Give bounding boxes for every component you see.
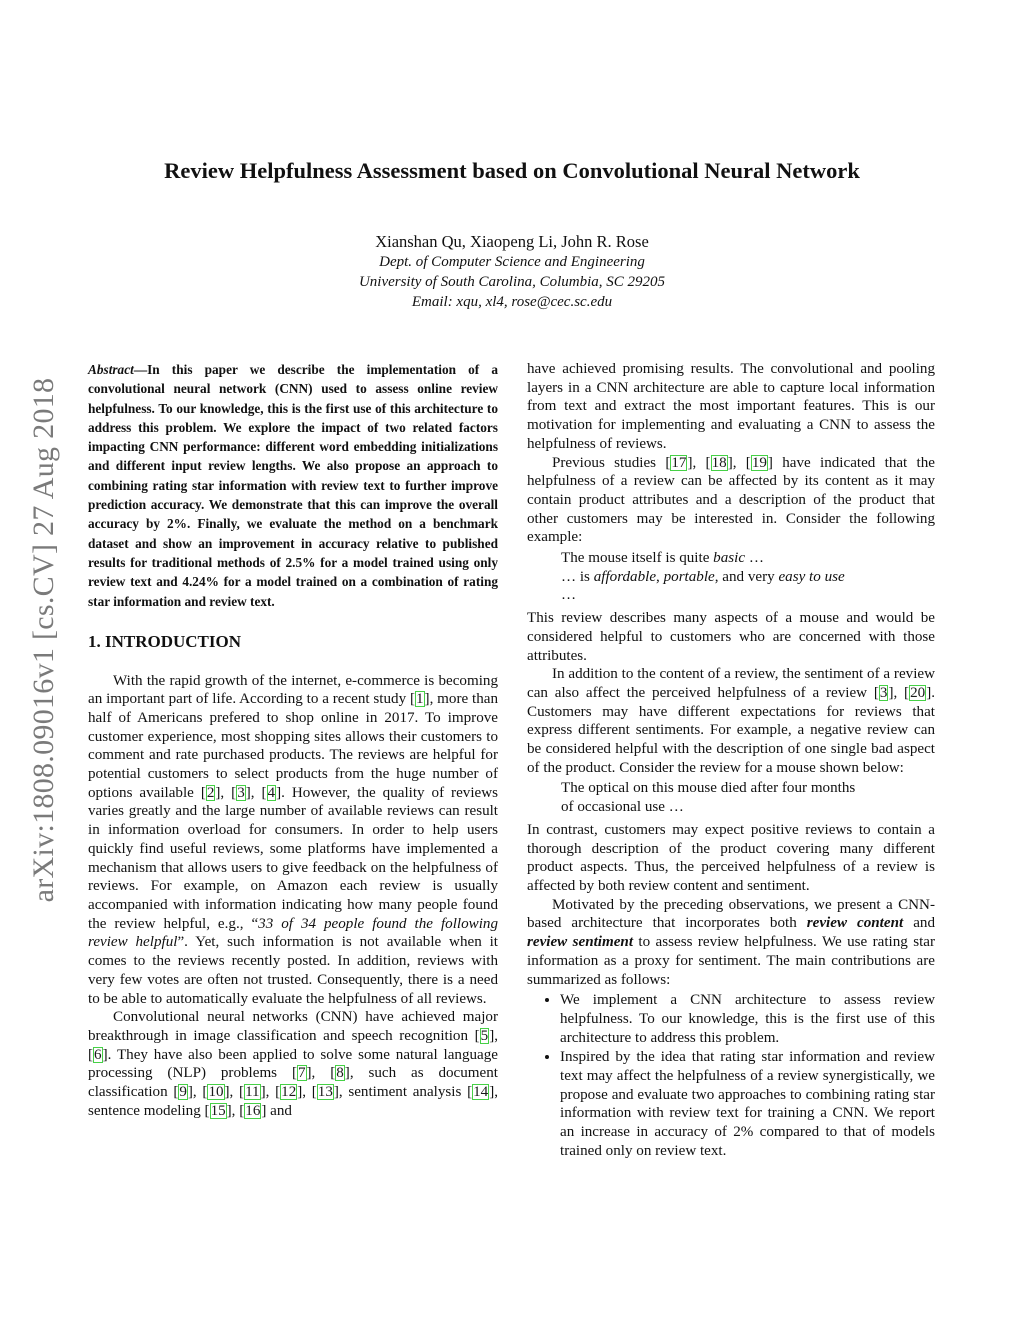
citation-link[interactable]: 13 [317, 1084, 333, 1101]
right-paragraph-0: have achieved promising results. The convolutional and pooling layers in a CNN architecture are able to capture local information from text and extract the most important features. This is our motivation for implementing and evaluating a CNN to assess the helpfulness of reviews. [527, 361, 935, 452]
paper-title: Review Helpfulness Assessment based on Convolutional Neural Network [164, 158, 860, 183]
intro-paragraph-2: Convolutional neural networks (CNN) have achieved major breakthrough in image classification and speech recognition [5], [6]. They have also been applied to solve some natural language processing (NLP) problems [7], [8], such as document classification [9], [10], [11], [12], [13], sentiment analysis [14], sentence modeling [15], [16] and [88, 1009, 498, 1119]
list-item: • Inspired by the idea that rating star information and review text may affect the helpfulness of a review synergistically, we propose and evaluate two approaches to combining rating star information with review text for training a CNN. We report an increase in accuracy of 2% compared to that of models trained only on review text. [560, 1048, 935, 1160]
citation-link[interactable]: 3 [237, 784, 245, 801]
citation-link[interactable]: 4 [267, 784, 276, 801]
citation-link[interactable]: 7 [297, 1065, 306, 1082]
section-heading-introduction: 1. INTRODUCTION [88, 631, 242, 651]
citation-link[interactable]: 15 [210, 1102, 226, 1119]
citation-link[interactable]: 14 [473, 1084, 489, 1101]
author-names: Xianshan Qu, Xiaopeng Li, John R. Rose [375, 232, 649, 251]
abstract-label: Abstract [88, 362, 134, 377]
citation-link[interactable]: 16 [245, 1102, 261, 1119]
right-paragraph-4: In contrast, customers may expect positive reviews to contain a thorough description of the product covering many different product aspects. Thus, the perceived helpfulness of a review is affected by both review content and sentiment. [527, 821, 935, 894]
example-quote-negative: The optical on this mouse died after four months of occasional use … [561, 780, 856, 816]
right-paragraph-1: Previous studies [17], [18], [19] have indicated that the helpfulness of a review can be affected by its content as it may contain product attributes and a description of the product that other customers may be interested in. Consider the following example: [527, 454, 935, 546]
citation-link[interactable]: 1 [416, 691, 424, 708]
citation-link[interactable]: 18 [711, 454, 727, 471]
author-block [0, 232, 1024, 312]
author-department: Dept. of Computer Science and Engineering [379, 254, 645, 270]
citation-link[interactable]: 11 [245, 1084, 260, 1101]
citation-link[interactable]: 2 [206, 784, 215, 801]
citation-link[interactable]: 5 [480, 1027, 489, 1044]
contributions-list [527, 991, 935, 1160]
citation-link[interactable]: 6 [94, 1046, 102, 1063]
intro-paragraph-1: With the rapid growth of the internet, e-commerce is becoming an important part of life. According to a recent study [1], more than half of Americans prefered to shop online in 2017. To improve customer experience, most shopping sites allows their customers to comment and rate purchased products. The reviews are helpful for potential customers to select products from the huge number of options available [2], [3], [4]. However, the quality of reviews varies greatly and the large number of available reviews can result in information overload for consumers. In order to help users quickly find useful reviews, some platforms have implemented a mechanism that allows users to give feedback on the helpfulness of reviews. For example, on Amazon each review is usually accompanied with information indicating how many people found the review helpful, e.g., “33 of 34 people found the following review helpful”. Yet, such information is not available when it comes to the reviews recently posted. In addition, reviews with very few votes are often not trusted. Consequently, there is a need to be able to automatically evaluate the helpfulness of all reviews. [88, 672, 498, 1007]
left-column [88, 360, 498, 1120]
citation-link[interactable]: 9 [179, 1084, 187, 1101]
abstract-text: —In this paper we describe the implementation of a convolutional neural network (CNN) used to assess online review helpfulness. To our knowledge, this is the first use of this architecture to address this problem. We explore the impact of two related factors impacting CNN performance: different word embedding initializations and different input review lengths. We also propose an approach to combining rating star information with review text to further improve prediction accuracy. We demonstrate that this can improve the overall accuracy by 2%. Finally, we evaluate the method on a benchmark dataset and show an improvement in accuracy relative to published results for traditional methods of 2.5% for a model trained using only review text and 4.24% for a model trained on a combination of rating star information and review text. [88, 362, 498, 609]
right-paragraph-5: Motivated by the preceding observations, we present a CNN-based architecture that incorporates both review content and review sentiment to assess review helpfulness. We use rating star information as a proxy for sentiment. The main contributions are summarized as follows: [527, 896, 935, 988]
arxiv-identifier: arXiv:1808.09016v1 [cs.CV] 27 Aug 2018 [27, 377, 60, 903]
citation-link[interactable]: 19 [751, 454, 767, 471]
citation-link[interactable]: 3 [879, 684, 888, 701]
list-item: • We implement a CNN architecture to assess review helpfulness. To our knowledge, this is the first use of this architecture to address this problem. [560, 991, 935, 1047]
citation-link[interactable]: 8 [336, 1065, 344, 1082]
example-quote-positive: The mouse itself is quite basic … … is affordable, portable, and very easy to use … [561, 550, 845, 604]
author-email: Email: xqu, xl4, rose@cec.sc.edu [411, 294, 613, 310]
right-column [527, 360, 935, 1162]
abstract [88, 360, 498, 611]
citation-link[interactable]: 20 [910, 684, 926, 701]
citation-link[interactable]: 10 [208, 1084, 224, 1101]
citation-link[interactable]: 17 [671, 454, 687, 471]
right-paragraph-3: In addition to the content of a review, the sentiment of a review can also affect the perceived helpfulness of a review [3], [20]. Customers may have different expectations for reviews that express different sentiments. For example, a negative review can be considered helpful with the description of one single bad aspect of the product. Consider the review for a mouse shown below: [527, 666, 935, 776]
right-paragraph-2: This review describes many aspects of a mouse and would be considered helpful to customers who are concerned with those attributes. [527, 610, 935, 664]
citation-link[interactable]: 12 [281, 1084, 297, 1101]
author-university: University of South Carolina, Columbia, SC 29205 [358, 274, 666, 290]
